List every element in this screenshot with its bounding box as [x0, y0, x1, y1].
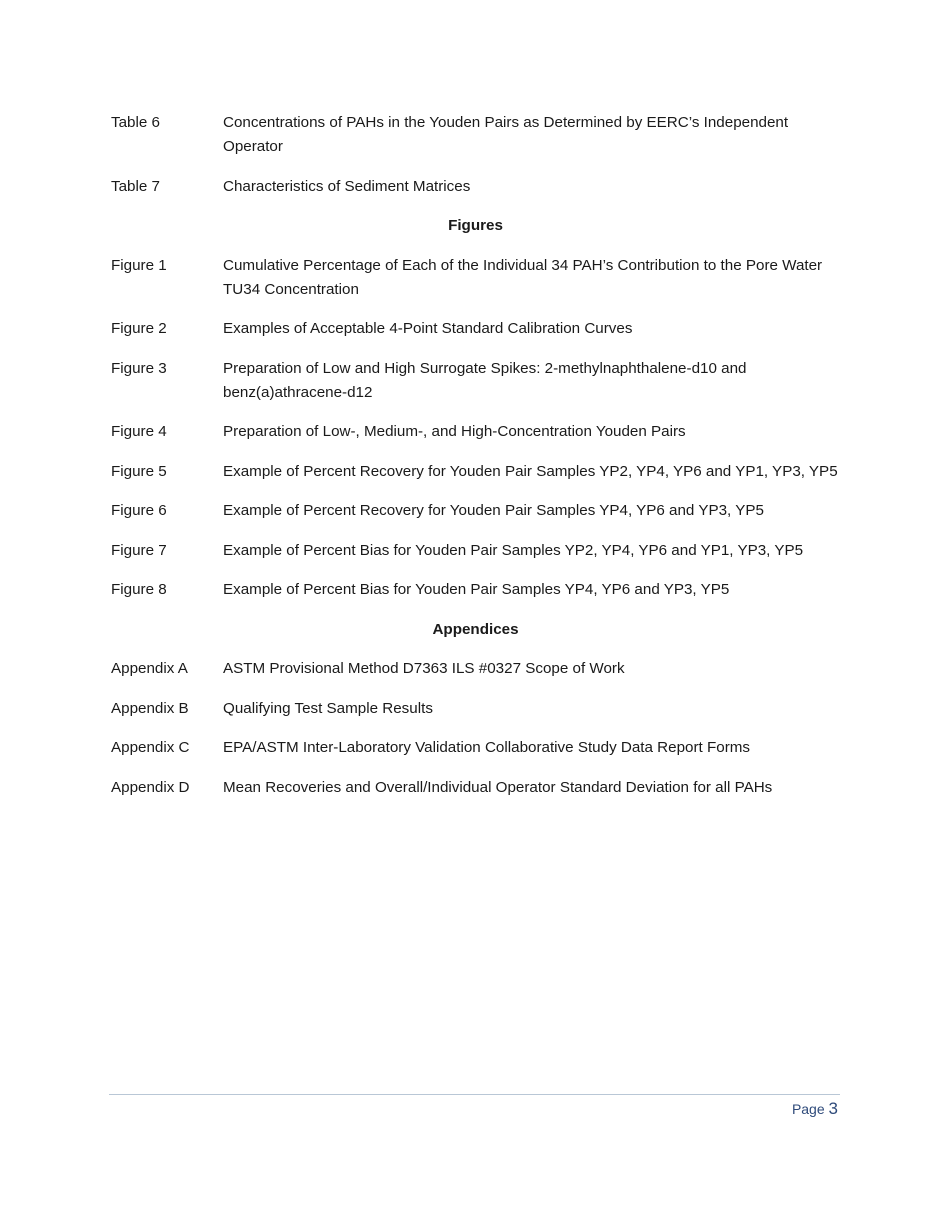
entry-label: Figure 8	[111, 581, 167, 598]
entry-label: Appendix D	[111, 778, 190, 796]
page-number	[792, 1099, 838, 1119]
entry-label: Figure 3	[111, 359, 167, 377]
toc-entry-figure-6	[111, 499, 846, 523]
entry-label: Appendix A	[111, 660, 188, 677]
entry-title: Preparation of Low-, Medium-, and High-Concentration Youden Pairs	[223, 423, 686, 440]
entry-label: Figure 2	[111, 320, 167, 337]
entry-label: Table 6	[111, 114, 160, 131]
toc-entry-figure-1	[111, 254, 846, 302]
entry-label: Appendix B	[111, 699, 189, 717]
toc-entry-figure-3	[111, 357, 846, 405]
toc-entry-appendix-b	[111, 697, 846, 721]
entry-label: Figure 6	[111, 502, 167, 519]
toc-entry-table-6	[111, 111, 846, 159]
entry-label: Figure 1	[111, 256, 167, 274]
page-number-value: 3	[828, 1099, 838, 1118]
page-label: Page	[791, 1101, 825, 1117]
entry-title: Example of Percent Recovery for Youden Pair Samples YP4, YP6 and YP3, YP5	[223, 502, 764, 519]
entry-title: Qualifying Test Sample Results	[223, 699, 433, 717]
entry-title: Mean Recoveries and Overall/Individual Operator Standard Deviation for all PAHs	[223, 778, 773, 796]
figures-heading: Figures	[448, 217, 503, 234]
entry-title: Concentrations of PAHs in the Youden Pairs as Determined by EERC’s Independent Operator	[223, 114, 789, 155]
toc-entry-figure-5	[111, 460, 846, 484]
entry-label: Figure 4	[111, 423, 167, 440]
toc-entry-appendix-c	[111, 736, 846, 760]
entry-title: Preparation of Low and High Surrogate Spikes: 2-methylnaphthalene-d10 and benz(a)athracene-d12	[223, 359, 747, 401]
appendices-heading: Appendices	[432, 620, 519, 638]
toc-entry-figure-2	[111, 317, 846, 341]
entry-label: Appendix C	[111, 739, 190, 756]
toc-entry-figure-4	[111, 420, 846, 444]
entry-label: Figure 7	[111, 541, 167, 559]
toc-entry-figure-8	[111, 578, 846, 602]
entry-label: Figure 5	[111, 462, 167, 480]
toc-entry-figure-7	[111, 539, 846, 563]
entry-title: Example of Percent Recovery for Youden Pair Samples YP2, YP4, YP6 and YP1, YP3, YP5	[223, 462, 838, 480]
entry-title: Cumulative Percentage of Each of the Individual 34 PAH’s Contribution to the Pore Water TU34 Concentration	[223, 256, 823, 298]
toc-entry-appendix-a	[111, 657, 846, 681]
footer-divider	[109, 1094, 840, 1095]
entry-title: Examples of Acceptable 4-Point Standard Calibration Curves	[223, 320, 633, 337]
entry-title: ASTM Provisional Method D7363 ILS #0327 Scope of Work	[223, 660, 625, 677]
toc-entry-appendix-d	[111, 776, 846, 800]
toc-entry-table-7	[111, 175, 846, 199]
contents-list	[111, 111, 846, 815]
entry-title: Example of Percent Bias for Youden Pair Samples YP4, YP6 and YP3, YP5	[223, 581, 730, 598]
entry-label: Table 7	[111, 177, 160, 195]
entry-title: EPA/ASTM Inter-Laboratory Validation Collaborative Study Data Report Forms	[223, 739, 751, 756]
entry-title: Characteristics of Sediment Matrices	[223, 177, 471, 195]
entry-title: Example of Percent Bias for Youden Pair Samples YP2, YP4, YP6 and YP1, YP3, YP5	[223, 541, 804, 559]
